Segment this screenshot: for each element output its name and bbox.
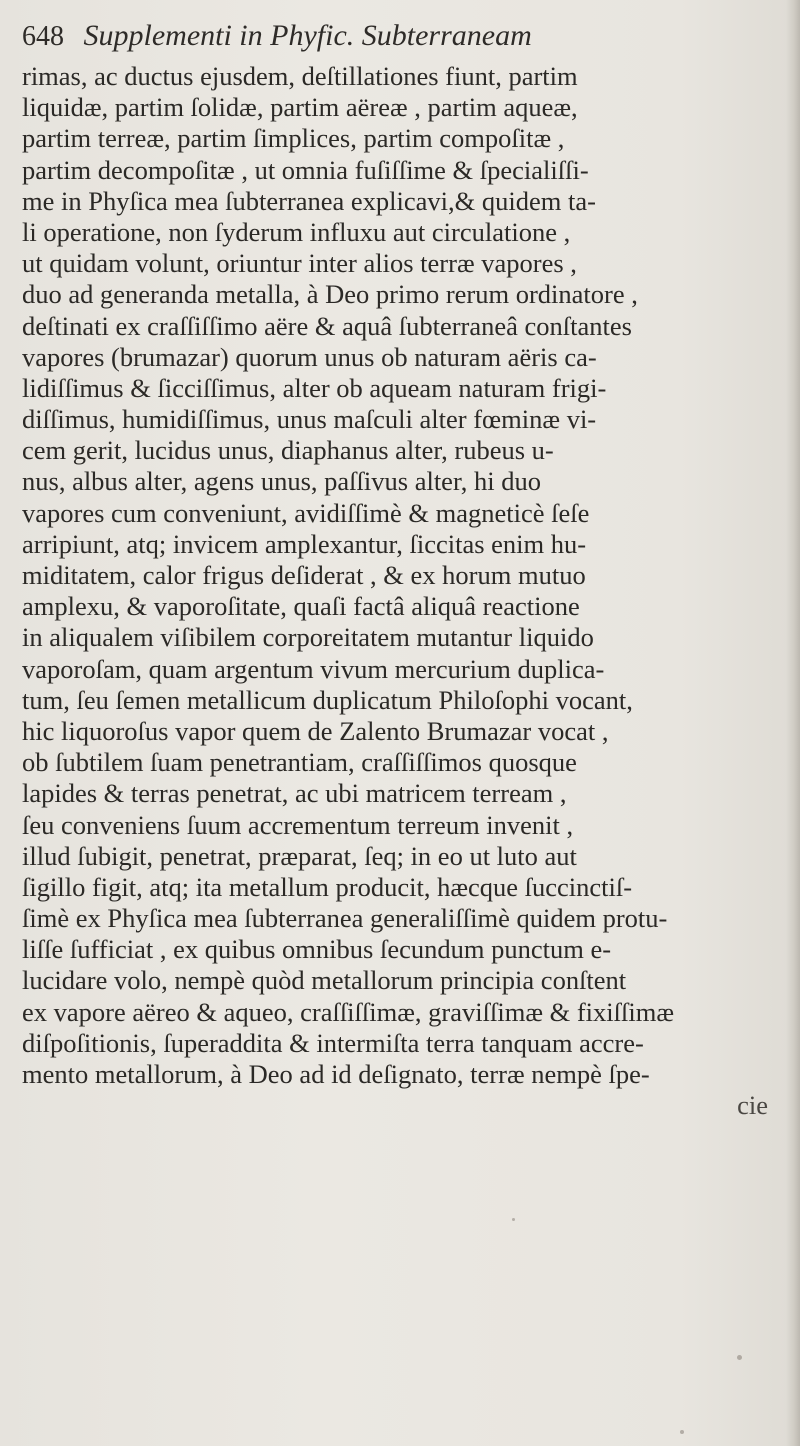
text-line: vaporoſam, quam argentum vivum mercurium duplica-: [22, 653, 605, 684]
text-line: nus, albus alter, agens unus, paſſivus alter, hi duo: [22, 466, 541, 497]
text-line: vapores (brumazar) quorum unus ob naturam aëris ca-: [22, 341, 597, 372]
page-number: 648: [22, 21, 64, 52]
paper-speck: [512, 1218, 515, 1221]
text-line: illud ſubigit, penetrat, præparat, ſeq; in eo ut luto aut: [22, 840, 577, 871]
text-line: diſſimus, humidiſſimus, unus maſculi alter fœminæ vi-: [22, 404, 597, 435]
text-line: ſeu conveniens ſuum accrementum terreum invenit ,: [22, 809, 574, 840]
text-line: lidiſſimus & ſicciſſimus, alter ob aqueam naturam frigi-: [22, 372, 607, 403]
text-line: duo ad generanda metalla, à Deo primo rerum ordinatore ,: [22, 279, 638, 310]
text-line: ſimè ex Phyſica mea ſubterranea generaliſſimè quidem protu-: [22, 903, 668, 934]
text-line: mento metallorum, à Deo ad id deſignato, terræ nempè ſpe-: [22, 1059, 650, 1089]
text-line: ob ſubtilem ſuam penetrantiam, craſſiſſimos quosque: [22, 747, 577, 778]
text-line: cem gerit, lucidus unus, diaphanus alter, rubeus u-: [22, 435, 554, 466]
text-line: amplexu, & vaporoſitate, quaſi factâ aliquâ reactione: [22, 591, 580, 622]
text-line: ut quidam volunt, oriuntur inter alios terræ vapores ,: [22, 248, 577, 279]
text-line: vapores cum conveniunt, avidiſſimè & magneticè ſeſe: [22, 497, 590, 528]
text-line: ex vapore aëreo & aqueo, craſſiſſimæ, graviſſimæ & fixiſſimæ: [22, 996, 675, 1027]
text-line: deſtinati ex craſſiſſimo aëre & aquâ ſubterraneâ conſtantes: [22, 310, 632, 341]
catchword: cie: [737, 1090, 768, 1121]
text-line: miditatem, calor frigus deſiderat , & ex horum mutuo: [22, 560, 586, 590]
text-line: li operatione, non ſyderum influxu aut circulatione ,: [22, 216, 571, 247]
text-line: me in Phyſica mea ſubterranea explicavi,& quidem ta-: [22, 185, 596, 216]
text-line: ſigillo figit, atq; ita metallum producit, hæcque ſuccinctiſ-: [22, 871, 633, 902]
text-line: partim decompoſitæ , ut omnia fuſiſſime & ſpecialiſſi-: [22, 154, 589, 185]
text-line: tum, ſeu ſemen metallicum duplicatum Philoſophi vocant,: [22, 684, 633, 715]
body-text: [22, 61, 792, 1121]
text-line: liquidæ, partim ſolidæ, partim aëreæ , partim aqueæ,: [22, 92, 578, 123]
text-line: diſpoſitionis, ſuperaddita & intermiſta terra tanquam accre-: [22, 1027, 644, 1058]
text-line: liſſe ſufficiat , ex quibus omnibus ſecundum punctum e-: [22, 934, 612, 965]
text-line: lapides & terras penetrat, ac ubi matricem terream ,: [22, 778, 567, 809]
text-line: rimas, ac ductus ejusdem, deſtillationes fiunt, partim: [22, 61, 578, 91]
text-line: in aliqualem viſibilem corporeitatem mutantur liquido: [22, 622, 594, 653]
paper-speck: [737, 1355, 742, 1360]
running-title: Supplementi in Phyfic. Subterraneam: [83, 19, 532, 52]
running-header: [22, 14, 792, 58]
text-line: hic liquoroſus vapor quem de Zalento Brumazar vocat ,: [22, 715, 609, 746]
paper-speck: [680, 1430, 684, 1434]
text-line: arripiunt, atq; invicem amplexantur, ſiccitas enim hu-: [22, 528, 587, 559]
text-line: lucidare volo, nempè quòd metallorum principia conſtent: [22, 965, 627, 996]
text-line: partim terreæ, partim ſimplices, partim compoſitæ ,: [22, 123, 565, 154]
